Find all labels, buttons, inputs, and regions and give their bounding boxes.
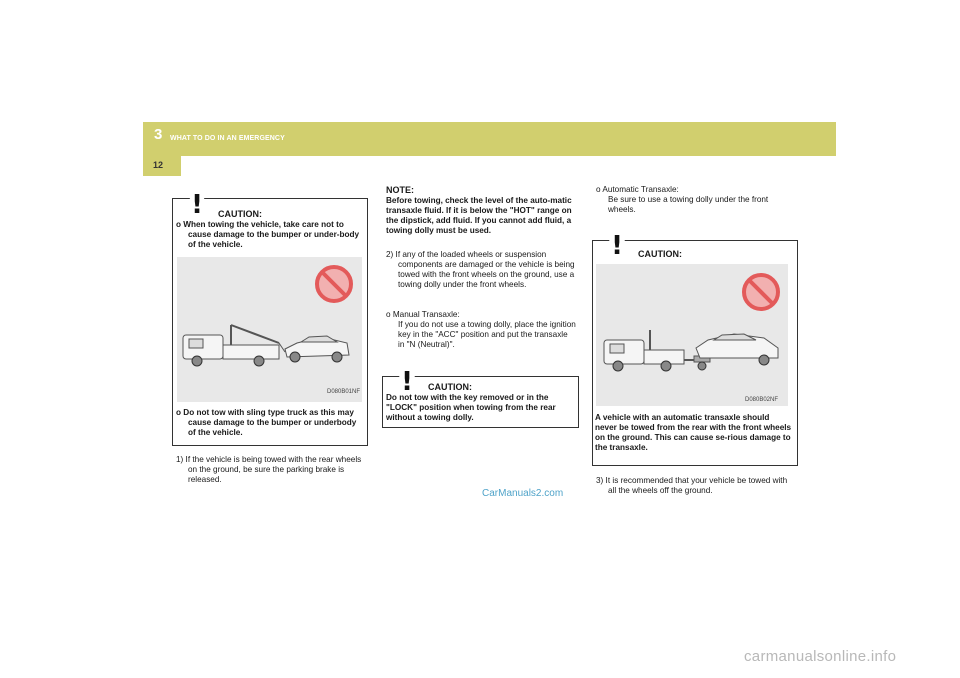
svg-text:!: ! [191, 190, 203, 217]
manual-transaxle-body: If you do not use a towing dolly, place the ignition key in the "ACC" position and put the transaxle in "N (Neutral)". [398, 320, 576, 349]
image-code-left: D080B01NF [327, 389, 361, 395]
automatic-transaxle-title: o Automatic Transaxle: [596, 185, 679, 194]
caution-item-bumper: o When towing the vehicle, take care not to cause damage to the bumper or under-body of the vehicle. [176, 220, 360, 249]
step-3-text: 3) It is recommended that your vehicle be towed with all the wheels off the ground. [596, 476, 788, 495]
note-title: NOTE: [386, 185, 414, 195]
tow-truck-drawing [177, 257, 362, 402]
warning-triangle-icon [390, 364, 424, 394]
watermark-link[interactable]: CarManuals2.com [482, 488, 564, 499]
svg-text:!: ! [611, 231, 623, 258]
caution-title-left: CAUTION: [218, 209, 262, 219]
warning-triangle-icon [600, 228, 634, 258]
towing-dolly-drawing [596, 264, 788, 406]
caution-title-middle: CAUTION: [428, 382, 472, 392]
footer-watermark: carmanualsonline.info [744, 648, 897, 665]
step-2-text: 2) If any of the loaded wheels or suspension components are damaged or the vehicle is being towed with the front wheels on the ground, use a towing dolly under the front wheels. [386, 250, 575, 289]
note-body: Before towing, check the level of the auto-matic transaxle fluid. If it is below the "HOT" range on the dipstick, add fluid. If you cannot add fluid, a towing dolly must be used. [386, 196, 572, 235]
towing-dolly-illustration [596, 264, 788, 406]
tow-truck-illustration [177, 257, 362, 402]
svg-text:!: ! [401, 367, 413, 394]
caution-body-right: A vehicle with an automatic transaxle should never be towed from the rear with the front wheels on the ground. This can cause se-rious damage to the transaxle. [595, 413, 792, 452]
manual-transaxle-title: o Manual Transaxle: [386, 310, 460, 319]
warning-triangle-icon [180, 187, 214, 217]
chapter-number: 3 [154, 126, 163, 143]
image-code-right: D080B02NF [745, 397, 779, 403]
caution-item-sling: o Do not tow with sling type truck as this may cause damage to the bumper or underbody of the vehicle. [176, 408, 357, 437]
caution-body-middle: Do not tow with the key removed or in the "LOCK" position when towing from the rear without a towing dolly. [386, 393, 556, 422]
caution-title-right: CAUTION: [638, 249, 682, 259]
chapter-title: WHAT TO DO IN AN EMERGENCY [170, 135, 285, 142]
step-1-text: 1) If the vehicle is being towed with the rear wheels on the ground, be sure the parking brake is released. [176, 455, 362, 484]
automatic-transaxle-body: Be sure to use a towing dolly under the front wheels. [608, 195, 769, 214]
page-number: 12 [153, 160, 164, 170]
